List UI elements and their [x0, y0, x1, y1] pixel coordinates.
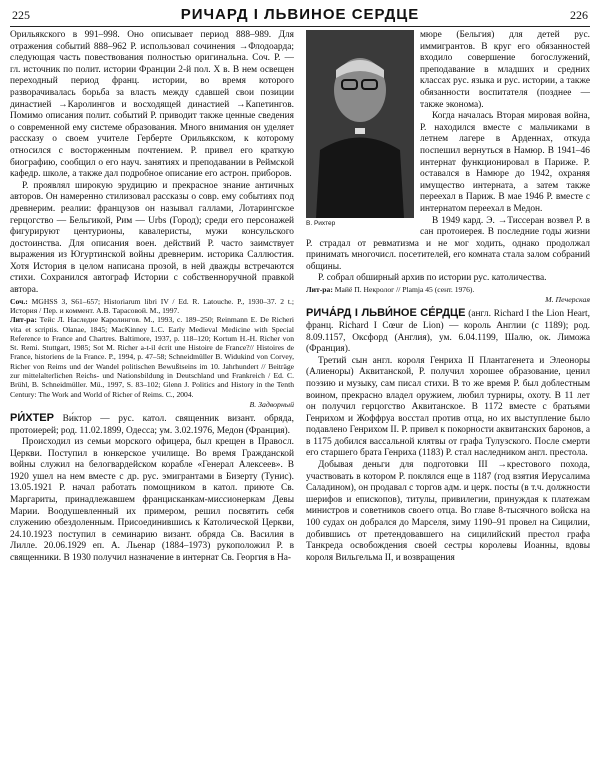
- photo-caption: В. Рихтер: [306, 220, 336, 227]
- paragraph: Когда началась Вторая мировая война, Р. находился вместе с мальчиками в летнем лагере в Арденнах, откуда поспешил вернуться в Намюр. В 1941–46 интернат функционировал в Париже. Р. оставался в Намюре до 1942, охраняя имущество интерната, а затем также переехал в Париж. В мае 1946 Р. вместе с интернатом переехал в Медон.: [420, 111, 590, 214]
- running-title: РИЧАРД I ЛЬВИНОЕ СЕРДЦЕ: [180, 6, 420, 23]
- literature-block: [10, 315, 294, 399]
- paragraph: В 1949 кард. Э. →Тиссеран возвел Р. в сан протоиерея. В последние годы жизни Р. страдал от ревматизма и не мог ходить, однако продолжал принимать многочисл. посетителей, его комната стала залом собраний общины.: [306, 215, 590, 272]
- paragraph: мюре (Бельгия) для детей рус. иммигрантов. В круг его обязанностей входило совершение богослужений, преподавание в младших и средних классах рус. языка и рус. истории, а также обязанности воспитателя (позднее — также эконома).: [420, 30, 590, 110]
- entry-definition: (англ. Richard I the Lion Heart, франц. Richard I Cœur de Lion) — король Англии (с 1189); род. 8.09.1157, Оксфорд (Англия), ум. 6.04.1199, Шалю, ок. Лиможа (Франция).: [306, 309, 590, 355]
- portrait-photo: [306, 30, 414, 218]
- left-column: [10, 30, 294, 757]
- paragraph: Р. собрал обширный архив по истории рус. католичества.: [318, 273, 547, 284]
- literature-label: Лит-ра:: [306, 285, 333, 295]
- paragraph: Третий сын англ. короля Генриха II Плантагенета и Элеоноры (Алиеноры) Аквитанской, Р. получил хорошее образование, ценил поэзию и музыку, сам писал стихи. В то же время Р. был доблестным воином, прекрасно владел оружием, любил турниры, охоту. В 11 лет он получил герцогство Аквитанское. В 1172 вместе с братьями Генрихом и Жоффруа восстал против отца, но их выступление было подавлено Генрихом II. Р. привел к покорности аквитанских баронов, а в 1175 добился вассальной клятвы от графа Тулузского. После смерти его старшего брата Генриха (1183) Р. стал наследником англ. престола.: [306, 355, 590, 459]
- page-number-left: 225: [12, 8, 30, 22]
- works-block: [10, 297, 294, 316]
- works-text: MGHSS 3, S61–657; Historiarum libri IV / Ed. R. Latouche. P., 1930–37. 2 t.; История / Пер. и коммент. А.В. Тарасовой. М., 1997.: [10, 296, 294, 315]
- entry-headword: РИ́ХТЕР: [10, 411, 54, 424]
- right-column: [306, 30, 590, 757]
- entry-headword: РИЧА́РД I ЛЬВИ́НОЕ СЕ́РДЦЕ: [306, 307, 466, 320]
- paragraph: Добывая деньги для подготовки III →крестового похода, участвовать в котором Р. поклялся еще в 1187 (год взятия Иерусалима Саладином), он продавал с торгов адм. и церк. посты (в т.ч. должности шерифов и епископов), титулы, привилегии, принуждая к платежам министров и советников своего отца. Во главе 8-тысячного войска на 100 судах он добрался до Марселя, зиму 1190–91 провел на Сицилии, добившись от претендовавшего на сицилийский престол графа Танкреда освобождения своей сестры королевы Иоанны, вдовы короля Вильгельма II, и возвращения: [306, 460, 590, 563]
- running-header: [10, 6, 590, 27]
- entry-intro: [10, 413, 294, 437]
- author-signature: М. Печерская: [545, 295, 590, 305]
- author-signature: В. Задворный: [249, 399, 294, 409]
- literature-block: [306, 285, 590, 294]
- paragraph: Р. проявлял широкую эрудицию и прекрасное знание античных авторов. Он намеренно стилизовал рассказы о совр. ему событиях под древнерим. реалии: французов он называл галлами, Лотарингское герцогство — Бельгикой, Рим — Urbs (Город); среди его персонажей фигурируют центурионы, кавалеристы, мужи консульского достоинства. Для описания воен. действий Р. часто заимствует выражения из Югуртинской войны древнерим. историка Саллюстия. Хотя История в целом написана прозой, в ней дважды встречаются стихи. Сохранился автограф Истории с собственноручной правкой автора.: [10, 180, 294, 296]
- literature-text: Майё П. Некролог // Plamja 45 (сент. 1976).: [334, 285, 475, 295]
- paragraph: Орильякского в 991–998. Оно описывает период 888–989. Для отражения событий 888–962 Р. использовал сочинения →Флодоарда; следующая часть повествования полностью оригинальна. Соч. Р. — гл. источник по полит. истории Франции 2-й пол. X в. В нем освещен переходный период франц. истории, во время которого разворачивалась борьба за власть между сдавшей свои позиции династией →Каролингов и восходящей династией →Капетингов. Помимо описания полит. событий Р. приводит также ценные сведения о современной ему системе образования. Много внимания он уделяет рассказу о своем учителе Герберте Орильякском, к которому относился с восторженным почтением. Р. привел его краткую биографию, сообщил о его науч. занятиях и преподавании в Реймской кафедр. школе, а также дал подробное описание его астрон. приборов.: [10, 30, 294, 180]
- entry-intro: [306, 308, 590, 355]
- entry-definition: Ви́ктор — рус. катол. священник визант. обряда, протоиерей; род. 11.02.1899, Одесса; ум. 3.02.1976, Медон (Франция).: [10, 413, 294, 436]
- page-number-right: 226: [570, 8, 588, 22]
- literature-label: Лит-ра:: [10, 315, 37, 325]
- portrait-figure: [306, 30, 414, 230]
- works-label: Соч.:: [10, 296, 28, 306]
- paragraph: Происходил из семьи морского офицера, был крещен в Правосл. Церкви. Поступил в юнкерское училище. Во время Гражданской войны служил на белогвардейском корабле «Генерал Алексеев». В 1920 ушел на нем вместе с др. рус. эмигрантами в Бизерту (Тунис). 13.05.1921 Р. начал работать помощником в катол. приюте Св. Маргариты, принадлежавшем францисканкам-миссионеркам Девы Марии. Воодушевленный их примером, решил посвятить себя служению обездоленным. Присоединившись к Католической Церкви, 24.10.1923 поступил в семинарию визант. обряда Св. Василия в Лилле. 20.06.1929 еп. А. Льенар (1884–1973) рукоположил Р. в священники. В 1930 получил назначение в интернат Св. Георгия в На-: [10, 437, 294, 564]
- literature-text: Тейс Л. Наследие Каролингов. М., 1993, с. 189–250; Reinmann E. De Richeri vita et scriptis. Olanae, 1845; MacKinney L.C. Early Medieval Medicine with Special Reference to France and Chartres. Baltimore, 1937, p. 118–120; Kortum H.-H. Richer von St. Remi. Stuttgart, 1985; Sot M. Richer a-t-il écrit une Histoire de France?// Histoires de France, historiens de la France. P., 1994, p. 47–58; Schneidmüller B. Widukind von Corvey, Richer von Reims und der Wandel politischen Bewußtseins im 10. Jahrhundert // Beiträge zur mittelalterlichen Reichs- und Nationsbildung in Deutschland und Frankreich / Ed. C. Brühl, B. Schneidmüller. Mü., 1997, S. 83–102; Glenn J. Politics and History in the Tenth Century: The Work and World of Richer of Reims. C., 2004.: [10, 315, 294, 399]
- portrait-image: [306, 30, 414, 218]
